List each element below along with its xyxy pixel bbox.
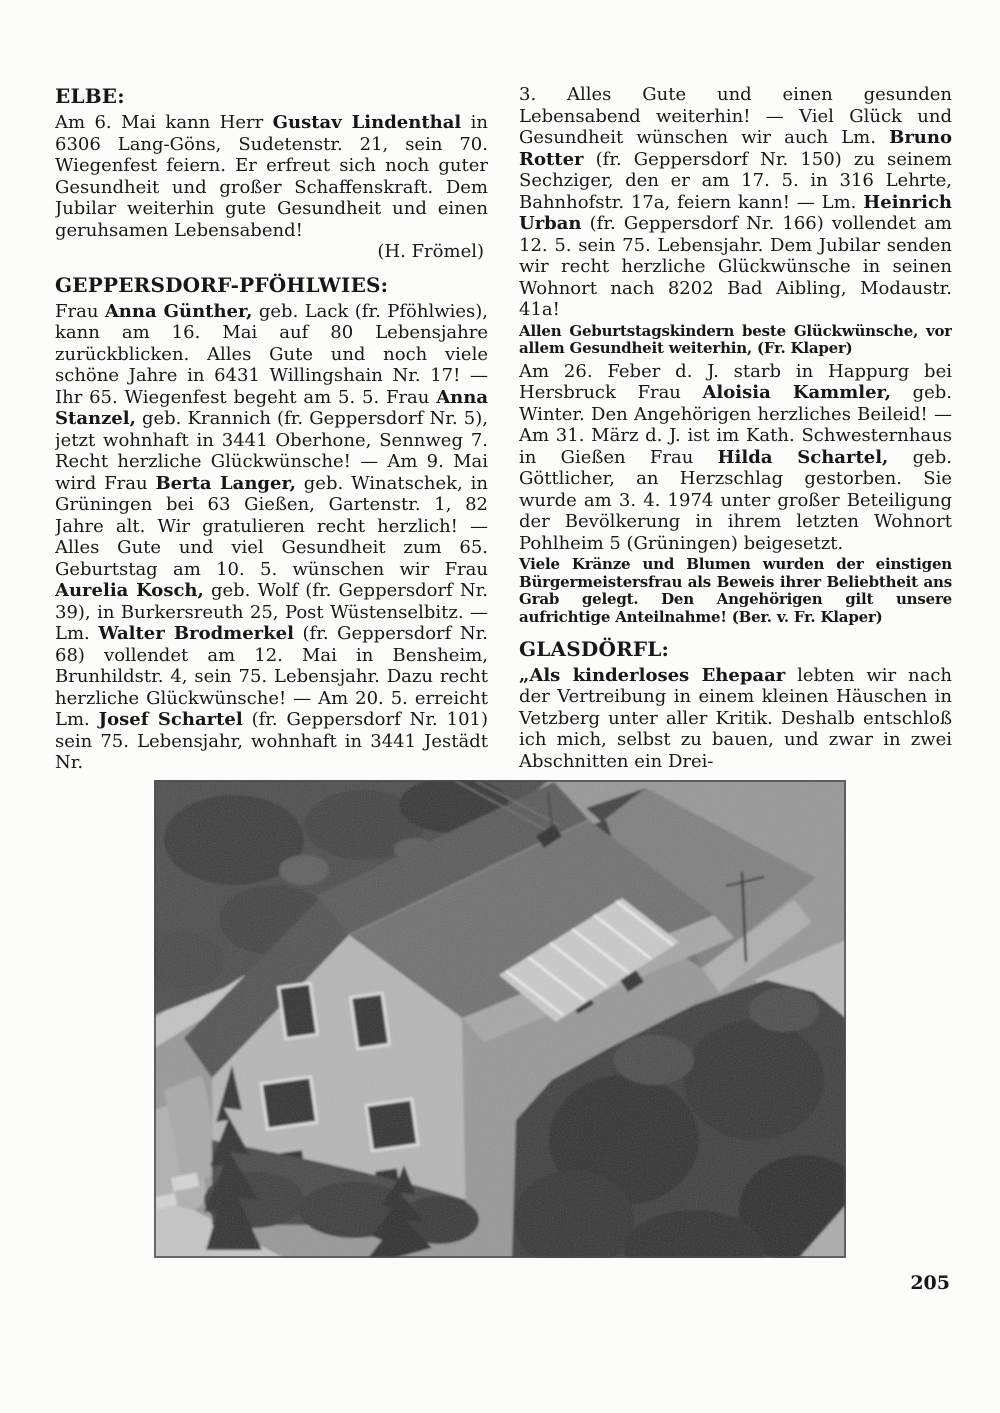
paragraph bbox=[519, 361, 952, 555]
page-number: 205 bbox=[910, 1272, 950, 1294]
body-text: in 6306 Lang-Göns, Sudetenstr. 21, sein 70. Wiegenfest feiern. Er erfreut sich noch guter Gesundheit und großer Schaffenskraft. Dem Jubilar weiterhin gute Gesundheit und einen geruhsamen Lebensabend! bbox=[55, 112, 488, 241]
body-text: (fr. Geppersdorf Nr. 166) vollendet am 12. 5. sein 75. Lebensjahr. Dem Jubilar senden wir recht herzliche Glückwünsche in seinen Wohnort nach 8202 Bad Aibling, Modaustr. 41a! bbox=[519, 213, 952, 320]
column-left bbox=[55, 84, 488, 784]
body-text: 3. Alles Gute und einen gesunden Lebensabend weiterhin! — Viel Glück und Gesundheit wünschen wir auch Lm. bbox=[519, 84, 952, 148]
bold-text: Anna Stanzel, bbox=[55, 386, 488, 429]
body-text: geb. Krannich (fr. Geppersdorf Nr. 5), jetzt wohnhaft in 3441 Oberhone, Sennweg 7. Recht herzliche Glückwünsche! — Am 9. Mai wird Frau bbox=[55, 408, 488, 494]
body-text: geb. Lack (fr. Pföhlwies), kann am 16. Mai auf 80 Lebensjahre zurückblicken. Alles Gute und noch viele schöne Jahre in 6431 Willingshain Nr. 17! — Ihr 65. Wiegenfest begeht am 5. 5. Frau bbox=[55, 300, 488, 408]
bold-text: „Als kinderloses Ehepaar bbox=[519, 664, 786, 686]
bold-text: Aurelia Kosch, bbox=[55, 580, 204, 601]
bold-text: Gustav Lindenthal bbox=[272, 112, 462, 133]
body-text: (fr. Geppersdorf Nr. 101) sein 75. Lebensjahr, wohnhaft in 3441 Jestädt Nr. bbox=[55, 709, 489, 773]
bold-text: Anna Günther, bbox=[104, 300, 253, 322]
small-note: Viele Kränze und Blumen wurden der einstigen Bürgermeistersfrau als Beweis ihrer Beliebtheit ans Grab gelegt. Den Angehörigen gilt unsere aufrichtige Anteilnahme! (Ber. v. Fr. Klaper) bbox=[519, 555, 952, 626]
paragraph bbox=[55, 112, 488, 241]
section-heading: GEPPERSDORF-PFÖHLWIES: bbox=[55, 272, 389, 297]
aerial-photo bbox=[154, 780, 846, 1258]
bold-text: Aloisia Kammler, bbox=[702, 382, 891, 404]
section-heading: ELBE: bbox=[55, 84, 125, 108]
photo-grain bbox=[154, 780, 846, 1258]
text-columns bbox=[55, 84, 952, 784]
paragraph bbox=[519, 84, 952, 321]
column-right bbox=[519, 84, 952, 784]
body-text: geb. Winatschek, in Grüningen bei 63 Gießen, Gartenstr. 1, 82 Jahre alt. Wir gratulieren recht herzlich! — Alles Gute und viel Gesundheit zum 65. Geburtstag am 10. 5. wünschen wir Frau bbox=[55, 472, 488, 580]
body-text: geb. Göttlicher, an Herzschlag gestorben. Sie wurde am 3. 4. 1974 unter großer Beteiligung der Bevölkerung in ihrem letzten Wohnort Pohlheim 5 (Grüningen) beigesetzt. bbox=[519, 446, 952, 554]
bold-text: Josef Schartel bbox=[98, 709, 243, 730]
body-text: Am 6. Mai kann Herr bbox=[55, 112, 273, 133]
signature-line: (H. Frömel) bbox=[377, 241, 484, 262]
bold-text: Hilda Schartel, bbox=[717, 446, 889, 468]
bold-text: Berta Langer, bbox=[155, 472, 296, 494]
body-text: Frau bbox=[55, 300, 105, 322]
paragraph bbox=[55, 301, 488, 774]
body-text: Am 26. Feber d. J. starb in Happurg bei Hersbruck Frau bbox=[519, 360, 952, 404]
section-heading: GLASDÖRFL: bbox=[519, 636, 670, 661]
body-text: (fr. Geppersdorf Nr. 68) vollendet am 12. Mai in Bensheim, Brunhildstr. 4, sein 75. Lebensjahr. Dazu recht herzliche Glückwünsche! — Am 20. 5. erreicht Lm. bbox=[55, 623, 489, 730]
bold-text: Walter Brodmerkel bbox=[98, 623, 294, 644]
body-text: (fr. Geppersdorf Nr. 150) zu seinem Sechziger, den er am 17. 5. in 316 Lehrte, Bahnhofstr. 17a, feiern kann! — Lm. bbox=[519, 148, 952, 213]
bold-text: Heinrich Urban bbox=[519, 191, 952, 234]
body-text: lebten wir nach der Vertreibung in einem kleinen Häuschen in Vetzberg unter aller Kritik. Deshalb entschloß ich mich, selbst zu bauen, und zwar in zwei Abschnitten ein Drei- bbox=[519, 664, 952, 772]
small-note: Allen Geburtstagskindern beste Glückwünsche, vor allem Gesundheit weiterhin, (Fr. Klaper) bbox=[519, 321, 952, 358]
aerial-photo-svg bbox=[154, 780, 846, 1258]
bold-text: Bruno Rotter bbox=[519, 127, 952, 170]
body-text: geb. Winter. Den Angehörigen herzliches Beileid! — Am 31. März d. J. ist im Kath. Schwesternhaus in Gießen Frau bbox=[519, 382, 952, 468]
paragraph bbox=[519, 665, 952, 773]
body-text: geb. Wolf (fr. Geppersdorf Nr. 39), in Burkersreuth 25, Post Wüstenselbitz. — Lm. bbox=[55, 580, 488, 644]
